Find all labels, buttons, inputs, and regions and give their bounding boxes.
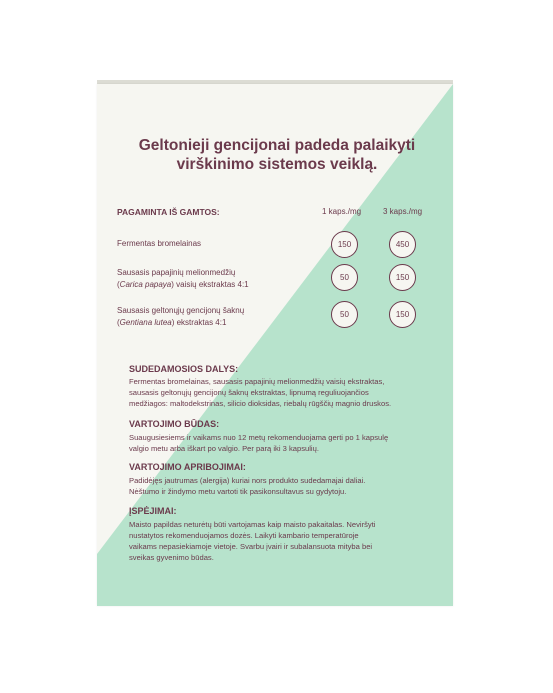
paren-open: ( bbox=[117, 280, 120, 289]
section-body-warnings bbox=[129, 519, 419, 563]
text-line: nustatytos rekomenduojamos dozės. Laikyti kambario temperatūroje bbox=[129, 531, 359, 540]
text-line: sveikas gyvenimo būdas. bbox=[129, 553, 214, 562]
column-header-1-capsule: 1 kaps./mg bbox=[322, 207, 362, 216]
text-line: vaikams nepasiekiamoje vietoje. Svarbu įvairi ir subalansuota mityba bei bbox=[129, 542, 373, 551]
headline-line-2: virškinimo sistemos veiklą. bbox=[176, 156, 378, 173]
ingredient-name: Sausasis papajinių melionmedžių bbox=[117, 268, 236, 277]
section-body-ingredients bbox=[129, 376, 419, 409]
text-line: Suaugusiesiems ir vaikams nuo 12 metų rekomenduojama gerti po 1 kapsulę bbox=[129, 433, 389, 442]
dose-1-capsule: 150 bbox=[331, 231, 358, 258]
text-line: valgio metu arba iškart po valgio. Per parą iki 3 kapsulių. bbox=[129, 444, 319, 453]
ingredient-name: Fermentas bromelainas bbox=[117, 239, 202, 248]
extract-ratio: ) ekstraktas 4:1 bbox=[171, 318, 227, 327]
ingredients-table-header: PAGAMINTA IŠ GAMTOS: bbox=[117, 207, 220, 217]
section-title-restrictions: VARTOJIMO APRIBOJIMAI: bbox=[129, 462, 246, 472]
text-line: Fermentas bromelainas, sausasis papajinių melionmedžių vaisių ekstraktas, bbox=[129, 377, 385, 386]
text-line: medžiagos: maltodekstrinas, silicio dioksidas, riebalų rūgščių magnio druskos. bbox=[129, 399, 392, 408]
dose-1-capsule: 50 bbox=[331, 301, 358, 328]
column-header-3-capsules: 3 kaps./mg bbox=[383, 207, 423, 216]
dose-3-capsules: 150 bbox=[389, 301, 416, 328]
section-title-usage: VARTOJIMO BŪDAS: bbox=[129, 419, 220, 429]
section-body-usage bbox=[129, 432, 419, 454]
dose-1-capsule: 50 bbox=[331, 264, 358, 291]
text-line: Nėštumo ir žindymo metu vartoti tik pasikonsultavus su gydytoju. bbox=[129, 487, 347, 496]
headline bbox=[127, 136, 427, 174]
section-title-warnings: ĮSPĖJIMAI: bbox=[129, 506, 177, 516]
latin-name: Carica papaya bbox=[119, 280, 172, 289]
text-line: sausasis geltonųjų gencijonų šaknų ekstraktas, lipnumą reguliuojančios bbox=[129, 388, 369, 397]
section-body-restrictions bbox=[129, 475, 419, 497]
extract-ratio: ) vaisių ekstraktas 4:1 bbox=[171, 280, 249, 289]
dose-3-capsules: 150 bbox=[389, 264, 416, 291]
ingredient-name-latin bbox=[117, 318, 226, 327]
product-box-back bbox=[97, 84, 453, 606]
paren-open: ( bbox=[117, 318, 120, 327]
section-title-ingredients: SUDEDAMOSIOS DALYS: bbox=[129, 364, 239, 374]
ingredient-name: Sausasis geltonųjų gencijonų šaknų bbox=[117, 306, 245, 315]
text-line: Maisto papildas neturėtų būti vartojamas kaip maisto pakaitalas. Neviršyti bbox=[129, 520, 376, 529]
latin-name: Gentiana lutea bbox=[119, 318, 172, 327]
headline-line-1: Geltonieji gencijonai padeda palaikyti bbox=[138, 137, 416, 154]
dose-3-capsules: 450 bbox=[389, 231, 416, 258]
text-line: Padidėjęs jautrumas (alergija) kuriai nors produkto sudedamajai daliai. bbox=[129, 476, 366, 485]
ingredient-name-latin bbox=[117, 280, 249, 289]
